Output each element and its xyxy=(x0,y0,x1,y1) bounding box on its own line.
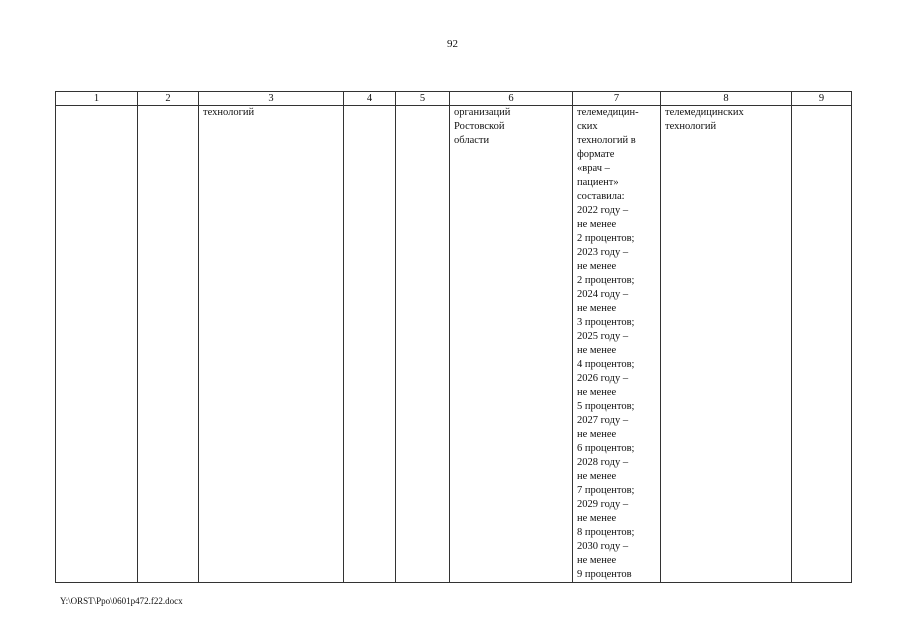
table-cell-col-7 xyxy=(573,106,661,583)
table-cell-col-1 xyxy=(56,106,138,583)
column-header-7: 7 xyxy=(573,92,661,106)
table-cell-col-9 xyxy=(792,106,852,583)
column-header-4: 4 xyxy=(344,92,396,106)
table-cell-col-8 xyxy=(661,106,792,583)
table-cell-col-2 xyxy=(138,106,199,583)
cell-text-col-3: технологий xyxy=(203,107,255,118)
table-header-row xyxy=(56,92,852,106)
cell-text-col-8: телемедицинских технологий xyxy=(665,107,744,132)
table-cell-col-6 xyxy=(450,106,573,583)
column-header-3: 3 xyxy=(199,92,344,106)
document-table xyxy=(55,91,852,583)
column-header-8: 8 xyxy=(661,92,792,106)
table-cell-col-5 xyxy=(396,106,450,583)
cell-text-col-6: организаций Ростовской области xyxy=(454,107,511,146)
cell-text-col-7: телемедицин- ских технологий в формате «врач – пациент» составила: 2022 году – не менее 2 процентов; 2023 году – не менее 2 процентов; 2024 году – не менее 3 процентов; 2025 году – не менее 4 процентов; 2026 году – не менее 5 процентов; 2027 году – не менее 6 процентов; 2028 году – не менее 7 процентов; 2029 году – не менее 8 процентов; 2030 году – не менее 9 процентов xyxy=(577,107,639,580)
table-cell-col-3 xyxy=(199,106,344,583)
table-cell-col-4 xyxy=(344,106,396,583)
column-header-2: 2 xyxy=(138,92,199,106)
table-row xyxy=(56,106,852,583)
document-file-path: Y:\ORST\Ppo\0601p472.f22.docx xyxy=(60,596,183,606)
column-header-5: 5 xyxy=(396,92,450,106)
column-header-9: 9 xyxy=(792,92,852,106)
column-header-1: 1 xyxy=(56,92,138,106)
page-number: 92 xyxy=(447,38,458,50)
column-header-6: 6 xyxy=(450,92,573,106)
